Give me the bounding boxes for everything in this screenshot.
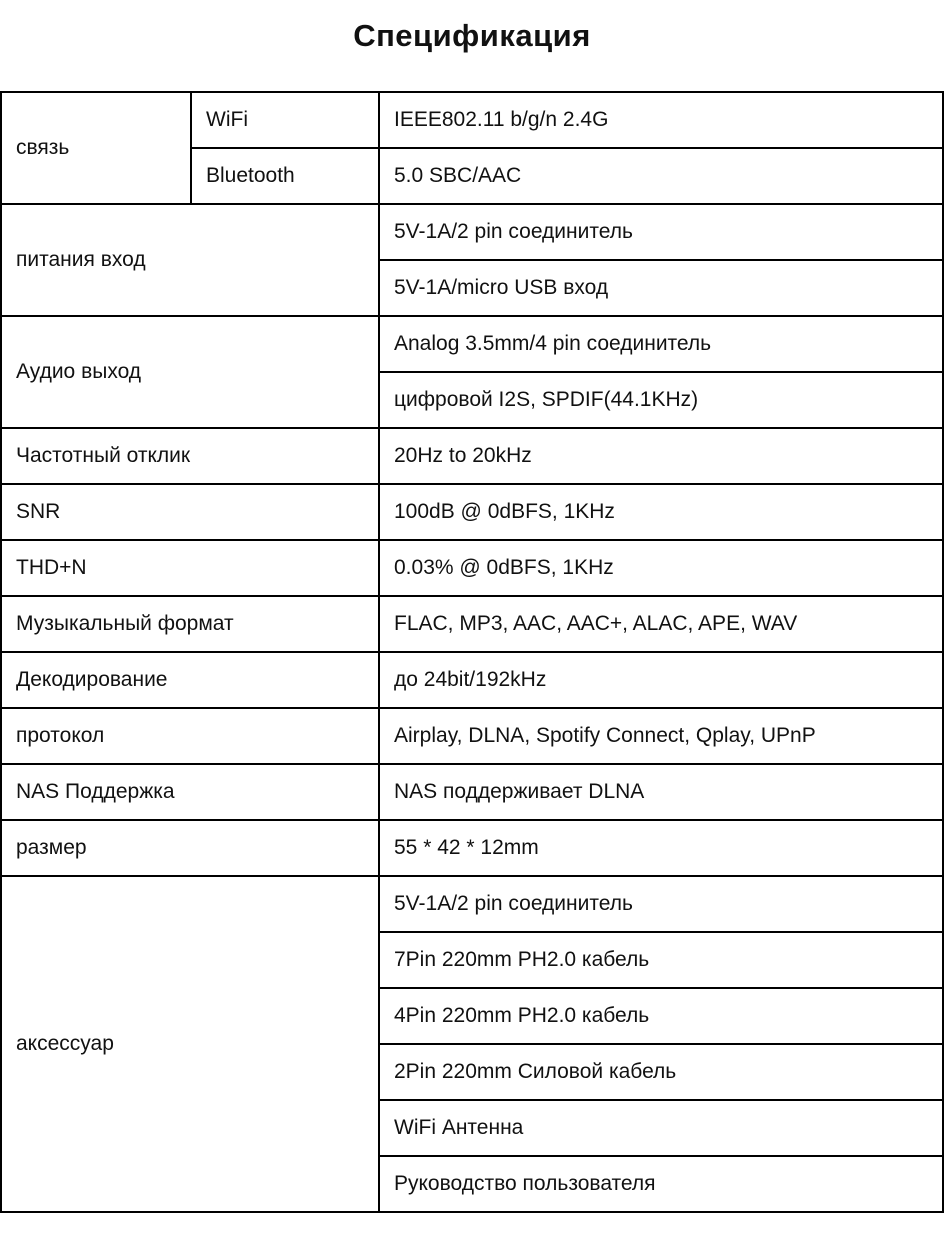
spec-label-power: питания вход xyxy=(1,204,379,316)
spec-value: Airplay, DLNA, Spotify Connect, Qplay, UPnP xyxy=(379,708,943,764)
spec-value-power: 5V-1A/2 pin соединитель xyxy=(379,204,943,260)
table-row xyxy=(1,484,943,540)
page-title: Спецификация xyxy=(353,18,591,53)
spec-value: FLAC, MP3, AAC, AAC+, ALAC, APE, WAV xyxy=(379,596,943,652)
spec-sublabel-wifi: WiFi xyxy=(191,92,379,148)
spec-label: Декодирование xyxy=(1,652,379,708)
spec-value-audio-out: цифровой I2S, SPDIF(44.1KHz) xyxy=(379,372,943,428)
spec-label: размер xyxy=(1,820,379,876)
table-row xyxy=(1,876,943,932)
spec-value-wifi: IEEE802.11 b/g/n 2.4G xyxy=(379,92,943,148)
spec-value-power: 5V-1A/micro USB вход xyxy=(379,260,943,316)
table-row xyxy=(1,820,943,876)
spec-value-accessory: 5V-1A/2 pin соединитель xyxy=(379,876,943,932)
spec-label: Музыкальный формат xyxy=(1,596,379,652)
table-row xyxy=(1,428,943,484)
spec-label: протокол xyxy=(1,708,379,764)
spec-label-accessories: аксессуар xyxy=(1,876,379,1212)
spec-value-audio-out: Analog 3.5mm/4 pin соединитель xyxy=(379,316,943,372)
spec-label: NAS Поддержка xyxy=(1,764,379,820)
table-row xyxy=(1,204,943,260)
table-row xyxy=(1,92,943,148)
spec-sublabel-bluetooth: Bluetooth xyxy=(191,148,379,204)
spec-value: 0.03% @ 0dBFS, 1KHz xyxy=(379,540,943,596)
spec-label: THD+N xyxy=(1,540,379,596)
table-row xyxy=(1,708,943,764)
table-row xyxy=(1,652,943,708)
spec-table xyxy=(0,91,944,1213)
spec-value-accessory: 7Pin 220mm PH2.0 кабель xyxy=(379,932,943,988)
spec-label: Частотный отклик xyxy=(1,428,379,484)
spec-value-accessory: WiFi Антенна xyxy=(379,1100,943,1156)
spec-value: 100dB @ 0dBFS, 1KHz xyxy=(379,484,943,540)
spec-value: NAS поддерживает DLNA xyxy=(379,764,943,820)
spec-label-audio-out: Аудио выход xyxy=(1,316,379,428)
spec-value-accessory: 4Pin 220mm PH2.0 кабель xyxy=(379,988,943,1044)
spec-value-accessory: Руководство пользователя xyxy=(379,1156,943,1212)
table-row xyxy=(1,764,943,820)
spec-label: SNR xyxy=(1,484,379,540)
spec-value: 55 * 42 * 12mm xyxy=(379,820,943,876)
spec-value-bluetooth: 5.0 SBC/AAC xyxy=(379,148,943,204)
table-row xyxy=(1,316,943,372)
spec-value: 20Hz to 20kHz xyxy=(379,428,943,484)
spec-label-connectivity: связь xyxy=(1,92,191,204)
table-row xyxy=(1,540,943,596)
spec-value: до 24bit/192kHz xyxy=(379,652,943,708)
table-row xyxy=(1,596,943,652)
spec-value-accessory: 2Pin 220mm Силовой кабель xyxy=(379,1044,943,1100)
